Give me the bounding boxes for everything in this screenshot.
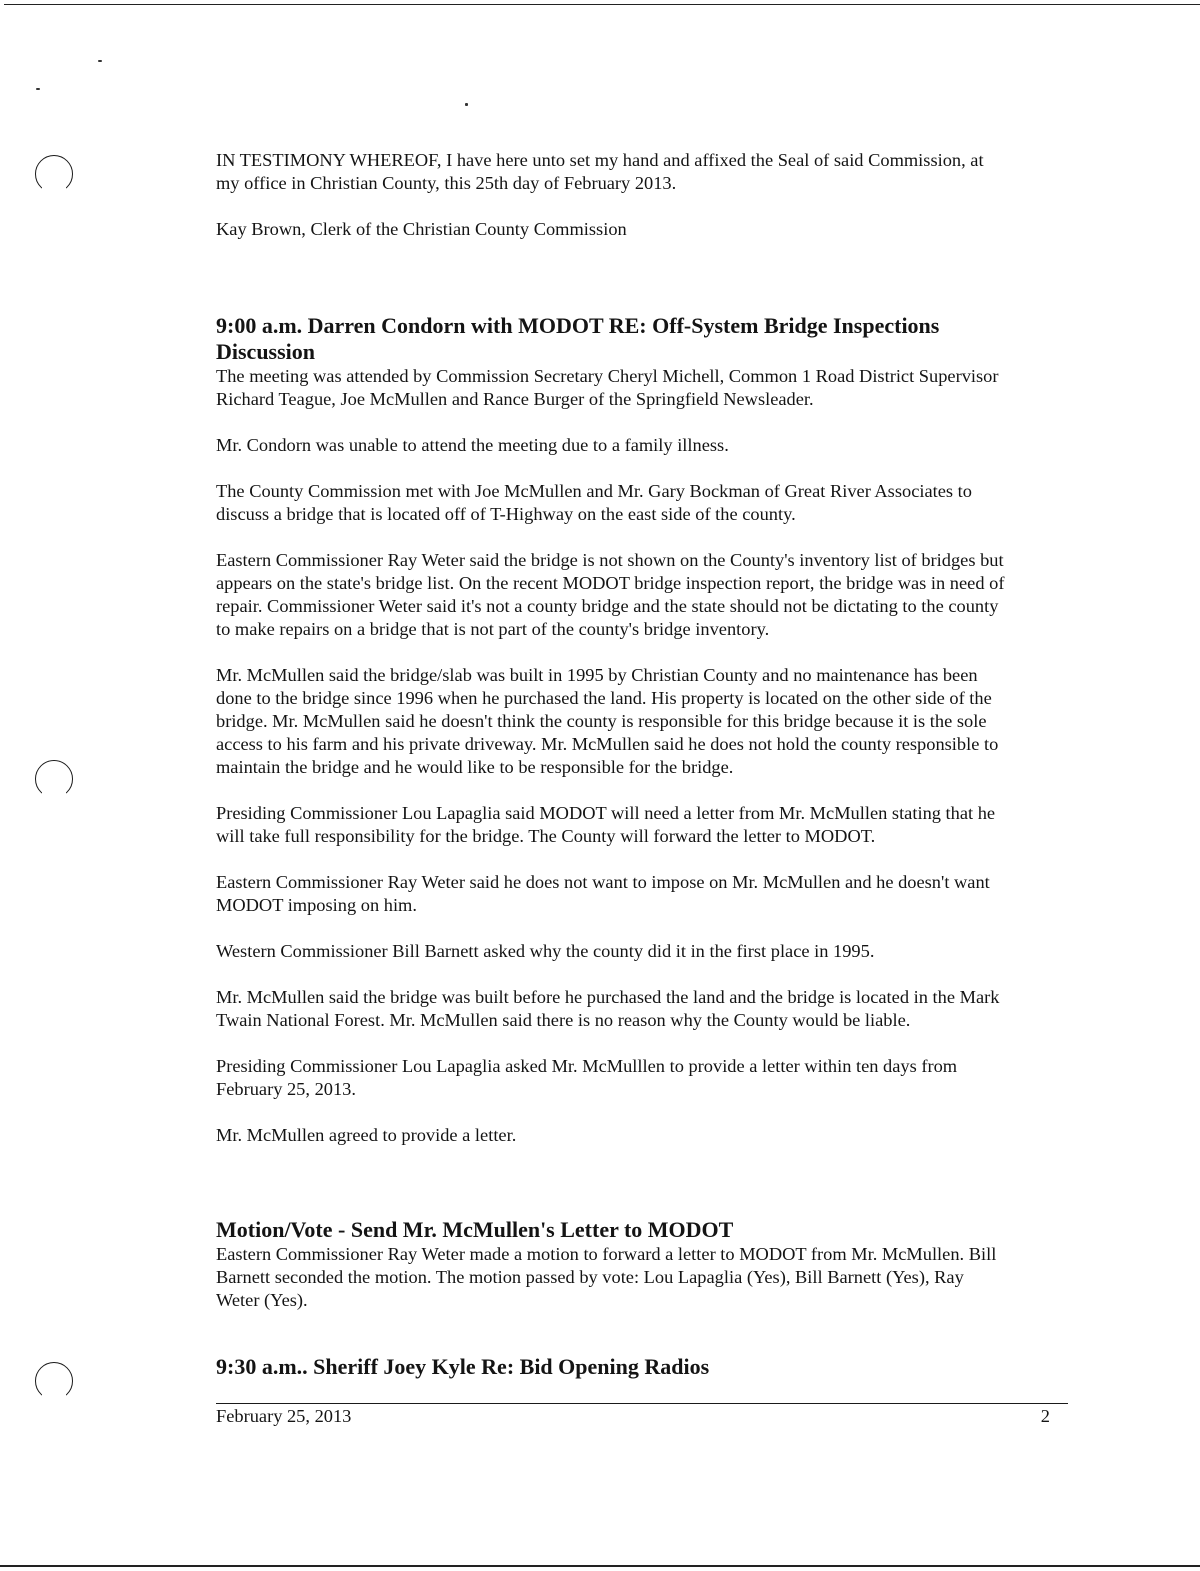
- motion-vote-section: [216, 1217, 1076, 1312]
- section-heading: 9:00 a.m. Darren Condorn with MODOT RE: Off-System Bridge Inspections: [216, 313, 940, 338]
- text-line: will take full responsibility for the bridge. The County will forward the letter to MODOT.: [216, 826, 876, 846]
- testimony-line: IN TESTIMONY WHEREOF, I have here unto set my hand and affixed the Seal of said Commission, at: [216, 150, 984, 170]
- text-line: maintain the bridge and he would like to be responsible for the bridge.: [216, 757, 734, 777]
- text-line: Mr. Condorn was unable to attend the meeting due to a family illness.: [216, 435, 729, 455]
- section-heading: 9:30 a.m.. Sheriff Joey Kyle Re: Bid Opening Radios: [216, 1354, 710, 1379]
- text-line: The meeting was attended by Commission Secretary Cheryl Michell, Common 1 Road District Supervisor: [216, 366, 999, 386]
- text-line: Mr. McMullen said the bridge/slab was built in 1995 by Christian County and no maintenance has been: [216, 665, 978, 685]
- footer-date: February 25, 2013: [216, 1406, 352, 1426]
- text-line: February 25, 2013.: [216, 1079, 356, 1099]
- paragraph: [216, 434, 1076, 457]
- text-line: Twain National Forest. Mr. McMullen said there is no reason why the County would be liable.: [216, 1010, 911, 1030]
- text-line: Presiding Commissioner Lou Lapaglia said MODOT will need a letter from Mr. McMullen stating that he: [216, 803, 996, 823]
- paragraph: [216, 1055, 1076, 1101]
- paragraph: [216, 664, 1076, 779]
- paragraph: [216, 549, 1076, 641]
- bottom-scan-edge: [0, 1565, 1200, 1567]
- text-line: appears on the state's bridge list. On the recent MODOT bridge inspection report, the bridge was in need of: [216, 573, 1005, 593]
- text-line: Eastern Commissioner Ray Weter made a motion to forward a letter to MODOT from Mr. McMullen. Bill: [216, 1244, 997, 1264]
- section-heading: Discussion: [216, 339, 316, 364]
- text-line: Mr. McMullen agreed to provide a letter.: [216, 1125, 517, 1145]
- punch-hole: [35, 760, 73, 798]
- text-line: Western Commissioner Bill Barnett asked why the county did it in the first place in 1995.: [216, 941, 875, 961]
- testimony-block: [216, 149, 1076, 241]
- text-line: bridge. Mr. McMullen said he doesn't think the county is responsible for this bridge because it is the sole: [216, 711, 987, 731]
- scan-speck: [98, 60, 102, 62]
- paragraph: [216, 480, 1076, 526]
- text-line: The County Commission met with Joe McMullen and Mr. Gary Bockman of Great River Associates to: [216, 481, 972, 501]
- page-footer: [216, 1403, 1068, 1426]
- text-line: Presiding Commissioner Lou Lapaglia asked Mr. McMulllen to provide a letter within ten days from: [216, 1056, 958, 1076]
- bridge-inspection-section: [216, 313, 1076, 1147]
- top-scan-edge: [4, 4, 1200, 5]
- section-heading: Motion/Vote - Send Mr. McMullen's Letter to MODOT: [216, 1217, 734, 1242]
- paragraph: [216, 871, 1076, 917]
- page-number: 2: [1040, 1406, 1050, 1426]
- paragraph: [216, 1124, 1076, 1147]
- punch-hole: [35, 1362, 73, 1400]
- document-body: [216, 149, 1076, 1380]
- punch-hole: [35, 155, 73, 193]
- paragraph: [216, 365, 1076, 411]
- text-line: access to his farm and his private driveway. Mr. McMullen said he does not hold the county responsible to: [216, 734, 999, 754]
- text-line: Eastern Commissioner Ray Weter said he does not want to impose on Mr. McMullen and he doesn't want: [216, 872, 990, 892]
- text-line: Weter (Yes).: [216, 1290, 308, 1310]
- clerk-signature-line: Kay Brown, Clerk of the Christian County Commission: [216, 219, 627, 239]
- scan-speck: [465, 103, 468, 106]
- testimony-line: my office in Christian County, this 25th day of February 2013.: [216, 173, 677, 193]
- paragraph: [216, 940, 1076, 963]
- paragraph: [216, 802, 1076, 848]
- text-line: Eastern Commissioner Ray Weter said the bridge is not shown on the County's inventory list of bridges but: [216, 550, 1004, 570]
- text-line: repair. Commissioner Weter said it's not a county bridge and the state should not be dictating to the county: [216, 596, 999, 616]
- text-line: Barnett seconded the motion. The motion passed by vote: Lou Lapaglia (Yes), Bill Barnett (Yes), Ray: [216, 1267, 964, 1287]
- text-line: done to the bridge since 1996 when he purchased the land. His property is located on the other side of the: [216, 688, 992, 708]
- paragraph: [216, 986, 1076, 1032]
- text-line: MODOT imposing on him.: [216, 895, 417, 915]
- text-line: to make repairs on a bridge that is not part of the county's bridge inventory.: [216, 619, 770, 639]
- text-line: Mr. McMullen said the bridge was built before he purchased the land and the bridge is located in the Mark: [216, 987, 1000, 1007]
- scan-speck: [36, 88, 40, 90]
- sheriff-section: [216, 1354, 1076, 1380]
- text-line: discuss a bridge that is located off of T-Highway on the east side of the county.: [216, 504, 796, 524]
- text-line: Richard Teague, Joe McMullen and Rance Burger of the Springfield Newsleader.: [216, 389, 814, 409]
